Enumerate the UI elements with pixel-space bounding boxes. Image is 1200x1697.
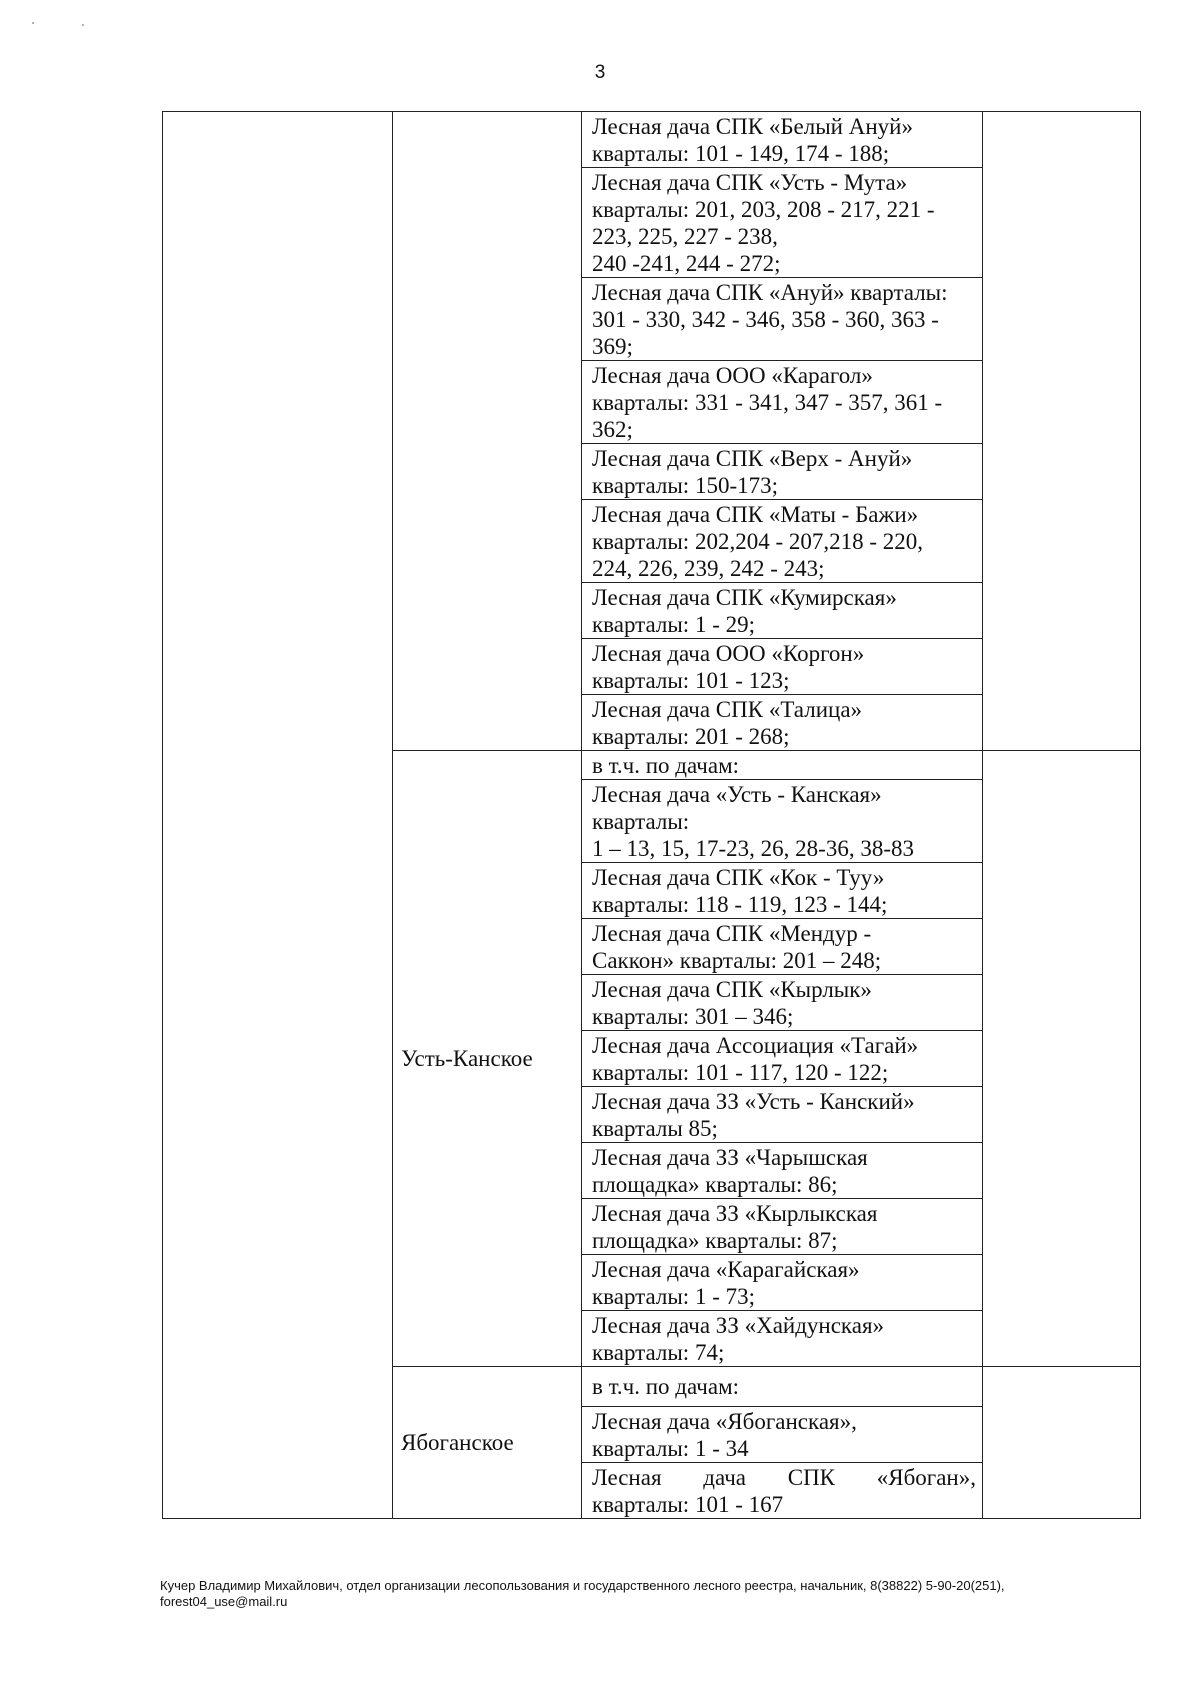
district-cell — [393, 112, 582, 751]
list-item: Лесная дача ООО «Карагол» кварталы: 331 - 341, 347 - 357, 361 - 362; — [582, 361, 982, 444]
list-item: в т.ч. по дачам: — [582, 1367, 982, 1407]
list-item: Лесная дача ЗЗ «Чарышская площадка» кварталы: 86; — [582, 1143, 982, 1199]
blank-column-cell — [983, 751, 1141, 1367]
forest-list-cell — [582, 112, 983, 751]
list-item: Лесная дача «Карагайская» кварталы: 1 - 73; — [582, 1255, 982, 1311]
blank-column-cell — [983, 1367, 1141, 1519]
forest-districts-table — [162, 111, 1141, 1519]
list-item: Лесная дача ООО «Коргон» кварталы: 101 - 123; — [582, 639, 982, 695]
list-item: Лесная дача ЗЗ «Кырлыкская площадка» кварталы: 87; — [582, 1199, 982, 1255]
district-cell: Ябоганское — [393, 1367, 582, 1519]
list-item: Лесная дача СПК «Ябоган», кварталы: 101 - 167 — [592, 1465, 976, 1517]
list-item: Лесная дача «Усть - Канская» кварталы: 1 – 13, 15, 17-23, 26, 28-36, 38-83 — [582, 780, 982, 863]
list-item: Лесная дача СПК «Белый Ануй» кварталы: 101 - 149, 174 - 188; — [582, 112, 982, 168]
list-item: Лесная дача СПК «Ануй» кварталы: 301 - 330, 342 - 346, 358 - 360, 363 - 369; — [582, 278, 982, 361]
page-number: 3 — [594, 62, 606, 83]
blank-column-cell — [983, 112, 1141, 751]
list-item: Лесная дача СПК «Маты - Бажи» кварталы: 202,204 - 207,218 - 220, 224, 226, 239, 242 - 243; — [582, 500, 982, 583]
list-item: Лесная дача СПК «Талица» кварталы: 201 - 268; — [592, 697, 863, 749]
document-footer: Кучер Владимир Михайлович, отдел организации лесопользования и государственного лесного реестра, начальник, 8(38822) 5-90-20(251), forest04_use@mail.ru — [160, 1578, 1005, 1609]
forest-list — [582, 112, 982, 750]
blank-column-cell — [163, 112, 393, 1519]
list-item: Лесная дача Ассоциация «Тагай» кварталы: 101 - 117, 120 - 122; — [582, 1031, 982, 1087]
list-item: Лесная дача СПК «Кумирская» кварталы: 1 - 29; — [582, 583, 982, 639]
scan-speck — [82, 24, 84, 26]
list-item: Лесная дача СПК «Мендур - Саккон» кварталы: 201 – 248; — [582, 919, 982, 975]
list-item: Лесная дача СПК «Кырлык» кварталы: 301 – 346; — [582, 975, 982, 1031]
list-item: Лесная дача ЗЗ «Хайдунская» кварталы: 74; — [592, 1313, 885, 1365]
forest-list-cell — [582, 751, 983, 1367]
forest-list — [582, 1367, 982, 1518]
list-item: Лесная дача ЗЗ «Усть - Канский» кварталы 85; — [582, 1087, 982, 1143]
list-item: Лесная дача СПК «Кок - Туу» кварталы: 118 - 119, 123 - 144; — [582, 863, 982, 919]
district-cell: Усть-Канское — [393, 751, 582, 1367]
list-item: Лесная дача СПК «Усть - Мута» кварталы: 201, 203, 208 - 217, 221 - 223, 225, 227 - 238, 240 -241, 244 - 272; — [582, 168, 982, 278]
list-item: Лесная дача СПК «Верх - Ануй» кварталы: 150-173; — [582, 444, 982, 500]
list-item: Лесная дача «Ябоганская», кварталы: 1 - 34 — [582, 1407, 982, 1463]
list-item: в т.ч. по дачам: — [582, 751, 982, 780]
scan-speck — [32, 22, 34, 24]
table-row — [163, 112, 1141, 751]
forest-list-cell — [582, 1367, 983, 1519]
forest-list — [582, 751, 982, 1366]
